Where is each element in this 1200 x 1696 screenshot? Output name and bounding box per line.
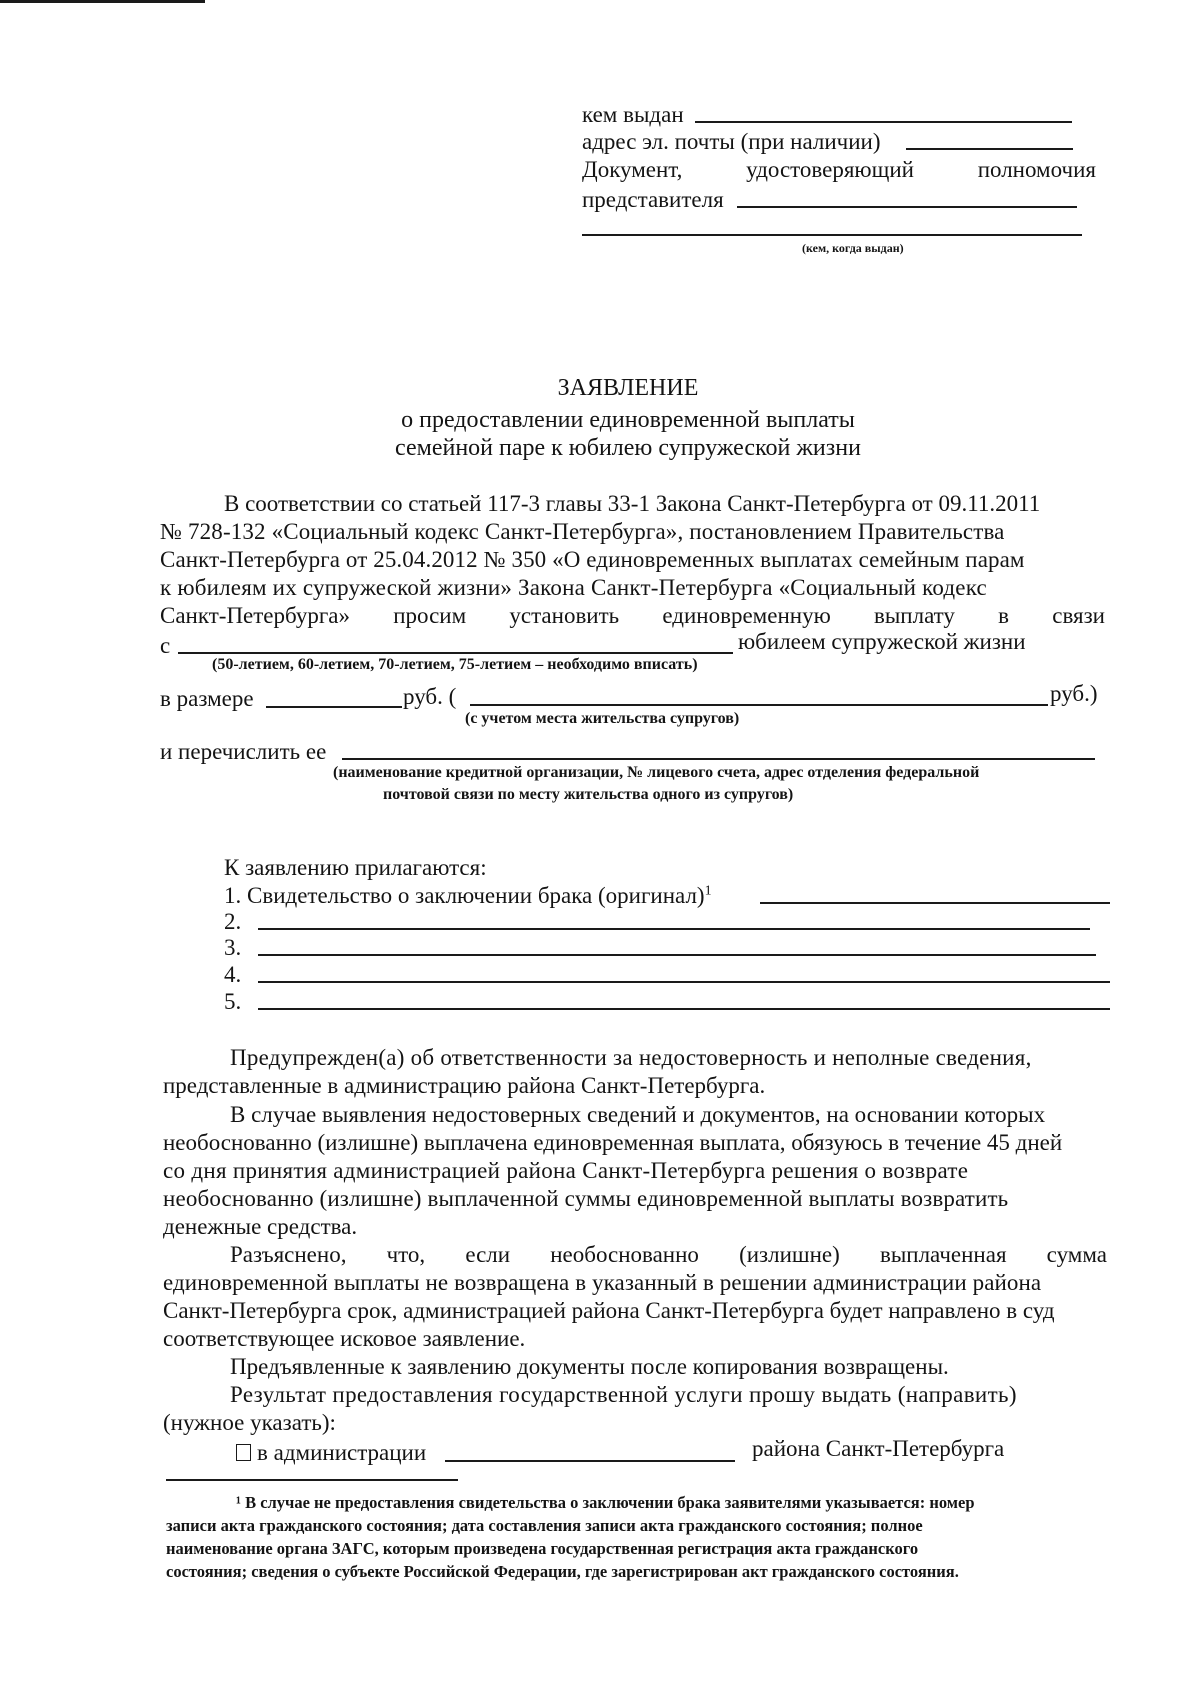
amount-currency: руб. ( bbox=[403, 684, 457, 709]
p1-word-1: Санкт-Петербурга» bbox=[160, 603, 350, 628]
w3-word-3: если bbox=[465, 1242, 511, 1267]
attachment-field-5[interactable] bbox=[258, 1008, 1110, 1010]
p1-word-3: установить bbox=[509, 603, 620, 628]
attachment-field-3[interactable] bbox=[258, 954, 1096, 956]
amount-number-field[interactable] bbox=[266, 706, 402, 708]
attachment-item-1-text: 1. Свидетельство о заключении брака (оригинал) bbox=[224, 883, 705, 908]
attachments-heading: К заявлению прилагаются: bbox=[224, 855, 487, 880]
footnote-line-4: состояния; сведения о субъекте Российской Федерации, где зарегистрирован акт гражданского состояния. bbox=[166, 1562, 959, 1581]
p1-word-7: связи bbox=[1052, 603, 1105, 628]
amount-label: в размере bbox=[160, 686, 254, 711]
scan-edge-mark bbox=[0, 0, 205, 3]
attachment-item-1 bbox=[224, 882, 712, 910]
paragraph-1-line-2: № 728-132 «Социальный кодекс Санкт-Петербурга», постановлением Правительства bbox=[160, 519, 1005, 544]
footnote-separator bbox=[166, 1479, 458, 1481]
issued-when-note: (кем, когда выдан) bbox=[802, 241, 904, 255]
paragraph-1-line-5 bbox=[160, 602, 1105, 630]
warning-2-line-3: со дня принятия администрацией района Санкт-Петербурга решения о возврате bbox=[163, 1158, 969, 1183]
doc-word-2: удостоверяющий bbox=[746, 157, 914, 182]
amount-note: (с учетом места жительства супругов) bbox=[465, 710, 740, 727]
warning-3-line-3: Санкт-Петербурга срок, администрацией района Санкт-Петербурга будет направлено в суд bbox=[163, 1298, 1055, 1323]
document-subtitle-2: семейной паре к юбилею супружеской жизни bbox=[395, 435, 861, 461]
attachment-field-1[interactable] bbox=[760, 902, 1110, 904]
representative-field[interactable] bbox=[737, 206, 1077, 208]
transfer-field[interactable] bbox=[342, 758, 1095, 760]
district-field[interactable] bbox=[445, 1460, 735, 1462]
w3-word-7: сумма bbox=[1046, 1242, 1107, 1267]
warning-1-line-2: представленные в администрацию района Санкт-Петербурга. bbox=[163, 1073, 766, 1098]
warning-3-line-4: соответствующее исковое заявление. bbox=[163, 1326, 526, 1351]
document-authority-line bbox=[582, 156, 1096, 184]
warning-4: Предъявленные к заявлению документы после копирования возвращены. bbox=[230, 1354, 949, 1379]
transfer-note-1: (наименование кредитной организации, № лицевого счета, адрес отделения федеральной bbox=[333, 764, 980, 781]
p1-word-5: выплату bbox=[873, 603, 955, 628]
warning-3-line-1 bbox=[230, 1241, 1107, 1269]
warning-2-line-1: В случае выявления недостоверных сведений и документов, на основании которых bbox=[230, 1102, 1046, 1127]
document-subtitle-1: о предоставлении единовременной выплаты bbox=[401, 407, 855, 433]
attachment-field-4[interactable] bbox=[258, 981, 1110, 983]
w3-word-4: необоснованно bbox=[550, 1242, 699, 1267]
transfer-label: и перечислить ее bbox=[160, 739, 327, 764]
paragraph-1-line-4: к юбилеям их супружеской жизни» Закона Санкт-Петербурга «Социальный кодекс bbox=[160, 575, 987, 600]
jubilee-note: (50-летием, 60-летием, 70-летием, 75-летием – необходимо вписать) bbox=[212, 656, 698, 673]
delivery-option-suffix: района Санкт-Петербурга bbox=[752, 1436, 1005, 1461]
footnote-ref: 1 bbox=[704, 883, 712, 899]
attachment-field-2[interactable] bbox=[258, 928, 1090, 930]
footnote-line-2: записи акта гражданского состояния; дата составления записи акта гражданского состояния; полное bbox=[166, 1516, 923, 1535]
jubilee-prefix: с bbox=[160, 633, 171, 658]
doc-word-1: Документ, bbox=[582, 157, 683, 182]
amount-words-field[interactable] bbox=[470, 704, 1048, 706]
warning-2-line-4: необоснованно (излишне) выплаченной суммы единовременной выплаты возвратить bbox=[163, 1186, 1009, 1211]
warning-5-line-1: Результат предоставления государственной услуги прошу выдать (направить) bbox=[230, 1382, 1017, 1407]
attachment-item-2: 2. bbox=[224, 909, 242, 934]
p1-word-6: в bbox=[998, 603, 1010, 628]
w3-word-5: (излишне) bbox=[739, 1242, 840, 1267]
footnote-line-1: ¹ В случае не предоставления свидетельства о заключении брака заявителями указывается: номер bbox=[236, 1493, 975, 1512]
warning-5-line-2: (нужное указать): bbox=[163, 1410, 336, 1435]
warning-2-line-5: денежные средства. bbox=[163, 1214, 358, 1239]
attachment-item-4: 4. bbox=[224, 962, 242, 987]
doc-word-3: полномочия bbox=[977, 157, 1096, 182]
delivery-option-label: в администрации bbox=[257, 1440, 427, 1465]
amount-currency-end: руб.) bbox=[1050, 681, 1098, 706]
paragraph-1-line-3: Санкт-Петербурга от 25.04.2012 № 350 «О единовременных выплатах семейным парам bbox=[160, 547, 1025, 572]
issued-by-label: кем выдан bbox=[582, 102, 684, 127]
w3-word-6: выплаченная bbox=[879, 1242, 1007, 1267]
footnote-line-3: наименование органа ЗАГС, которым произведена государственная регистрация акта гражданского bbox=[166, 1539, 919, 1558]
warning-1-line-1: Предупрежден(а) об ответственности за недостоверность и неполные сведения, bbox=[230, 1045, 1032, 1070]
email-field[interactable] bbox=[906, 148, 1073, 150]
delivery-option-admin bbox=[236, 1439, 426, 1467]
p1-word-2: просим bbox=[393, 603, 467, 628]
p1-word-4: единовременную bbox=[662, 603, 831, 628]
attachment-item-5: 5. bbox=[224, 989, 242, 1014]
transfer-note-2: почтовой связи по месту жительства одного из супругов) bbox=[383, 786, 794, 803]
attachment-item-3: 3. bbox=[224, 935, 242, 960]
warning-2-line-2: необоснованно (излишне) выплачена единовременная выплата, обязуюсь в течение 45 дней bbox=[163, 1130, 1063, 1155]
representative-label: представителя bbox=[582, 187, 724, 212]
w3-word-2: что, bbox=[386, 1242, 426, 1267]
w3-word-1: Разъяснено, bbox=[230, 1242, 347, 1267]
issued-by-field[interactable] bbox=[695, 121, 1072, 123]
issued-when-field[interactable] bbox=[582, 234, 1082, 236]
delivery-checkbox[interactable] bbox=[236, 1444, 251, 1461]
warning-3-line-2: единовременной выплаты не возвращена в указанный в решении администрации района bbox=[163, 1270, 1042, 1295]
jubilee-suffix: юбилеем супружеской жизни bbox=[738, 629, 1026, 654]
paragraph-1-line-1: В соответствии со статьей 117-3 главы 33-1 Закона Санкт-Петербурга от 09.11.2011 bbox=[224, 491, 1041, 516]
email-label: адрес эл. почты (при наличии) bbox=[582, 129, 881, 154]
document-title: ЗАЯВЛЕНИЕ bbox=[557, 375, 699, 401]
jubilee-field[interactable] bbox=[178, 652, 733, 654]
